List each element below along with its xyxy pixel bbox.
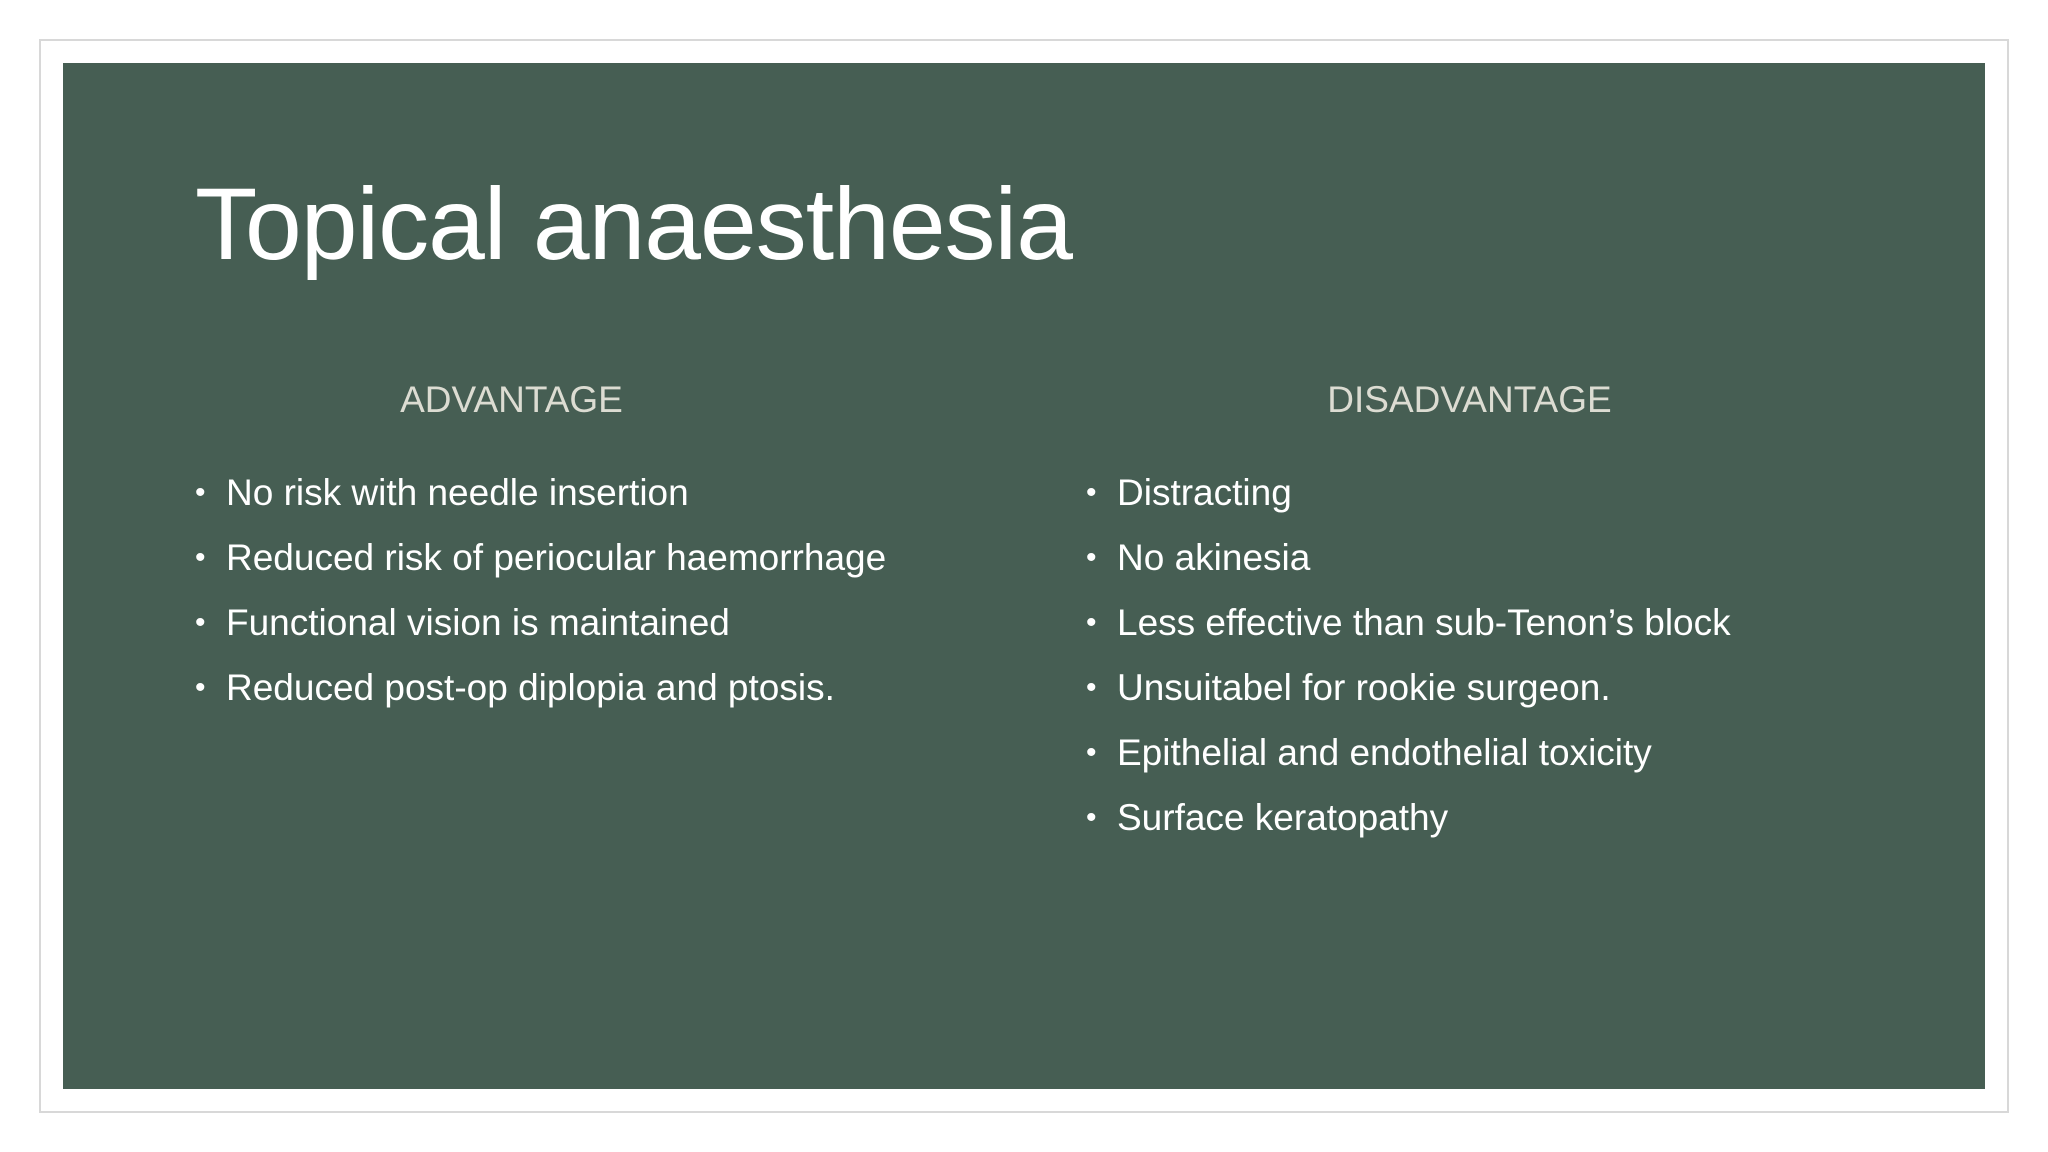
list-item bbox=[195, 460, 1090, 525]
advantage-list bbox=[195, 460, 1090, 720]
bullet-icon: • bbox=[1086, 736, 1097, 770]
bullet-icon: • bbox=[195, 606, 206, 640]
list-item-text: Epithelial and endothelial toxicity bbox=[1117, 732, 1652, 774]
list-item-text: Reduced risk of periocular haemorrhage bbox=[226, 537, 887, 579]
bullet-icon: • bbox=[1086, 671, 1097, 705]
list-item bbox=[195, 525, 1090, 590]
bullet-icon: • bbox=[195, 671, 206, 705]
list-item bbox=[1086, 720, 1981, 785]
list-item bbox=[1086, 655, 1981, 720]
list-item bbox=[1086, 785, 1981, 850]
bullet-icon: • bbox=[1086, 801, 1097, 835]
list-item-text: Distracting bbox=[1117, 472, 1292, 514]
advantage-column bbox=[195, 378, 1090, 720]
bullet-icon: • bbox=[195, 476, 206, 510]
disadvantage-list bbox=[1086, 460, 1981, 850]
disadvantage-heading: DISADVANTAGE bbox=[1327, 379, 1612, 420]
list-item bbox=[195, 590, 1090, 655]
bullet-icon: • bbox=[1086, 541, 1097, 575]
disadvantage-column bbox=[1086, 378, 1981, 850]
slide bbox=[63, 63, 1985, 1089]
bullet-icon: • bbox=[1086, 606, 1097, 640]
list-item bbox=[1086, 590, 1981, 655]
list-item bbox=[1086, 525, 1981, 590]
bullet-icon: • bbox=[195, 541, 206, 575]
list-item bbox=[1086, 460, 1981, 525]
advantage-heading: ADVANTAGE bbox=[400, 379, 623, 420]
list-item-text: No risk with needle insertion bbox=[226, 472, 689, 514]
list-item-text: Surface keratopathy bbox=[1117, 797, 1449, 839]
list-item-text: Functional vision is maintained bbox=[226, 602, 730, 644]
list-item-text: No akinesia bbox=[1117, 537, 1311, 579]
list-item-text: Less effective than sub-Tenon’s block bbox=[1117, 602, 1731, 644]
bullet-icon: • bbox=[1086, 476, 1097, 510]
slide-title: Topical anaesthesia bbox=[195, 167, 1072, 281]
list-item-text: Reduced post-op diplopia and ptosis. bbox=[226, 667, 835, 709]
list-item-text: Unsuitabel for rookie surgeon. bbox=[1117, 667, 1611, 709]
list-item bbox=[195, 655, 1090, 720]
